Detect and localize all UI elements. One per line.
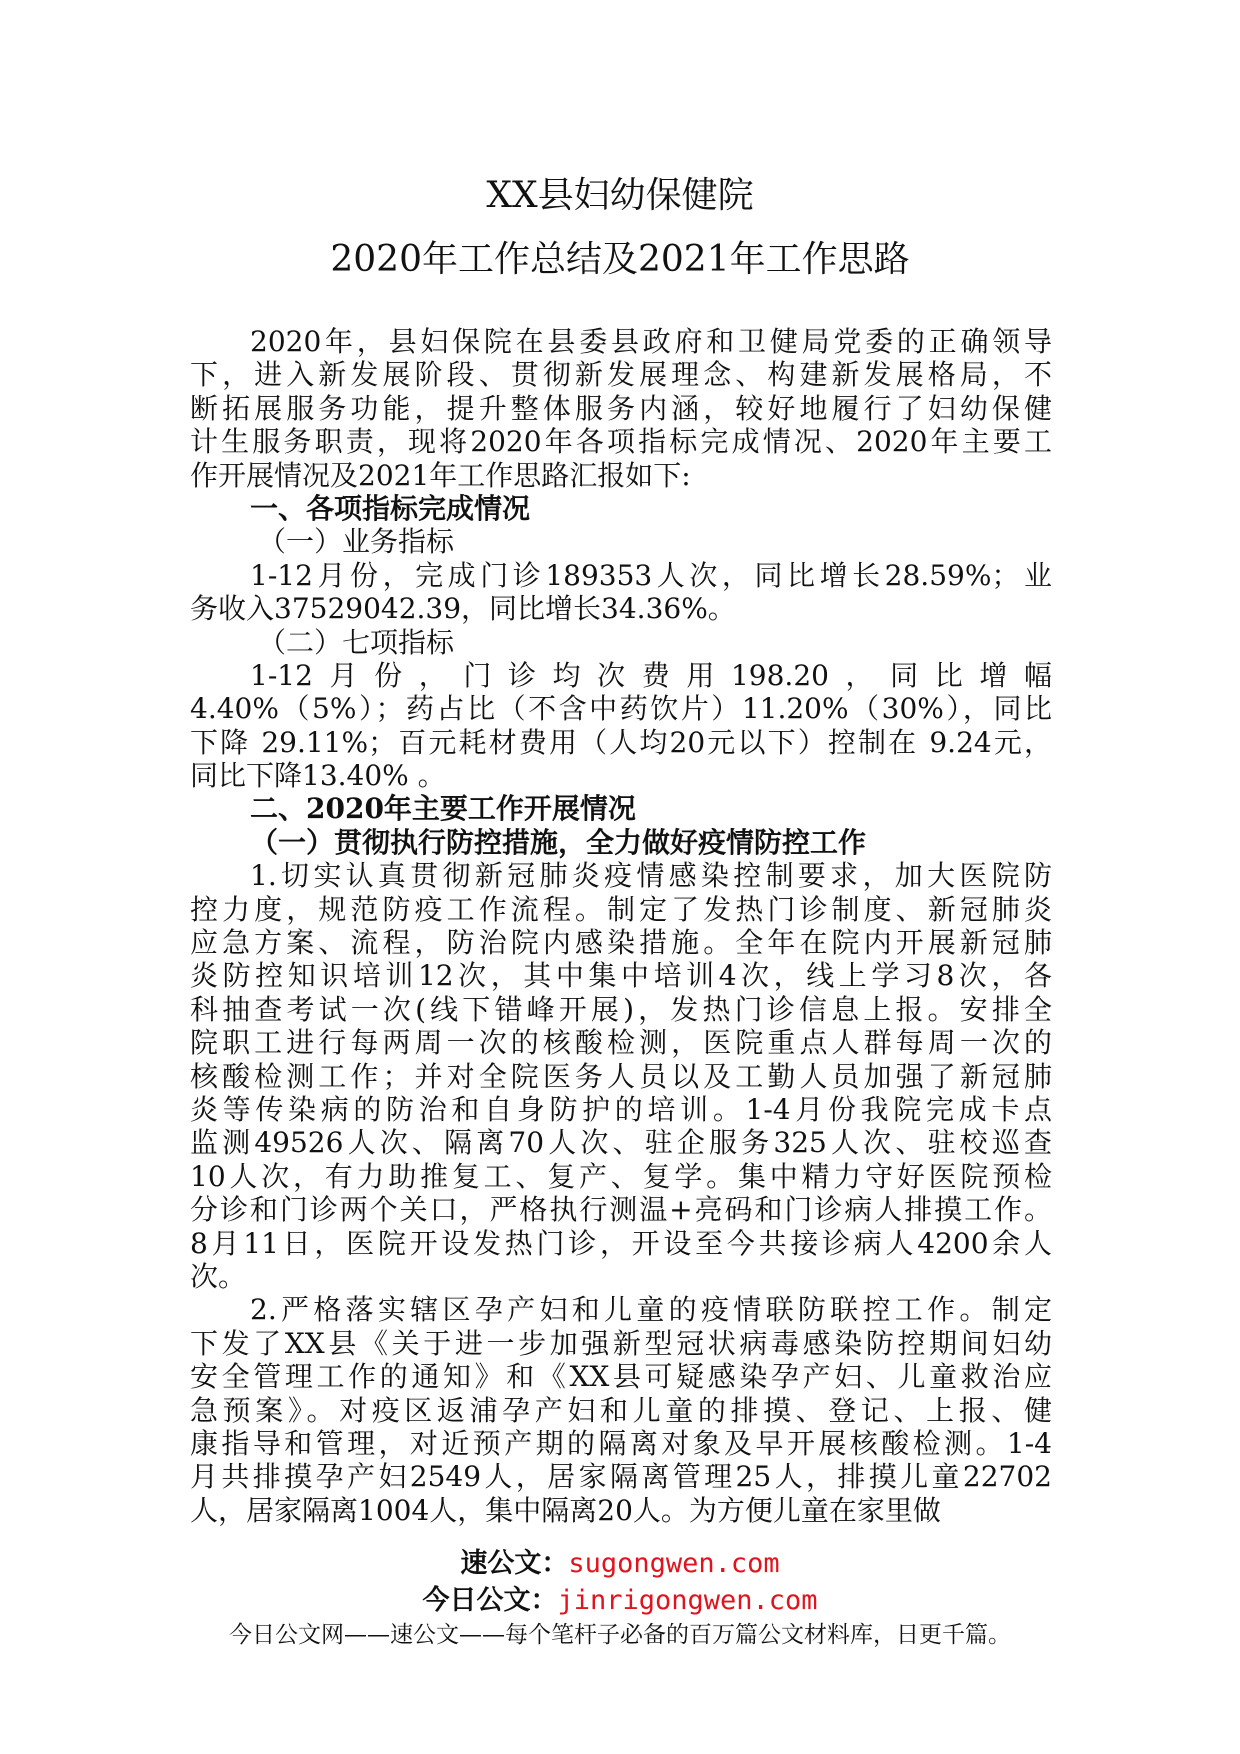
text-line: 2.严格落实辖区孕产妇和儿童的疫情联防联控工作。制定	[250, 1293, 1052, 1327]
text-line: 月共排摸孕产妇2549人，居家隔离管理25人，排摸儿童22702	[190, 1460, 1052, 1494]
text-line: （一）业务指标	[258, 525, 455, 559]
text-line: 计生服务职责，现将2020年各项指标完成情况、2020年主要工	[190, 425, 1052, 459]
text-line: 下发了XX县《关于进一步加强新型冠状病毒感染防控期间妇幼	[190, 1326, 1052, 1360]
text-line: 同比下降13.40% 。	[190, 759, 446, 793]
text-line: 10人次，有力助推复工、复产、复学。集中精力守好医院预检	[190, 1159, 1052, 1193]
text-line: 1-12月份，门诊均次费用198.20，同比增幅	[250, 658, 1052, 692]
footer-label: 今日公文：	[422, 1585, 558, 1616]
subsection-heading	[190, 525, 1052, 558]
footer-link-sugongwen[interactable]: sugongwen.com	[568, 1548, 780, 1579]
text-line: 1-12月份，完成门诊189353人次，同比增长28.59%；业	[250, 558, 1052, 592]
text-line: 1.切实认真贯彻新冠肺炎疫情感染控制要求，加大医院防	[250, 859, 1052, 893]
footer-sugongwen	[0, 1541, 1240, 1580]
text-line: 务收入37529042.39，同比增长34.36%。	[190, 592, 736, 626]
section-heading	[190, 826, 1052, 859]
text-line: 监测49526人次、隔离70人次、驻企服务325人次、驻校巡查	[190, 1126, 1052, 1160]
paragraph	[190, 859, 1052, 1293]
text-line: 作开展情况及2021年工作思路汇报如下:	[190, 458, 691, 492]
text-line: 院职工进行每两周一次的核酸检测，医院重点人群每周一次的	[190, 1026, 1052, 1060]
text-line: 一、各项指标完成情况	[250, 491, 531, 525]
footer-link-jinrigongwen[interactable]: jinrigongwen.com	[557, 1585, 818, 1616]
subsection-heading	[190, 626, 1052, 659]
footer-label: 速公文：	[460, 1548, 569, 1579]
document-subtitle: 2020年工作总结及2021年工作思路	[330, 239, 910, 280]
text-line: 应急方案、流程，防治院内感染措施。全年在院内开展新冠肺	[190, 926, 1052, 960]
text-line: 安全管理工作的通知》和《XX县可疑感染孕产妇、儿童救治应	[190, 1360, 1052, 1394]
text-line: 急预案》。对疫区返浦孕产妇和儿童的排摸、登记、上报、健	[190, 1393, 1052, 1427]
text-line: 2020年，县妇保院在县委县政府和卫健局党委的正确领导	[250, 325, 1052, 358]
text-line: 康指导和管理，对近预产期的隔离对象及早开展核酸检测。1-4	[190, 1426, 1052, 1460]
text-line: （二）七项指标	[258, 625, 455, 659]
text-line: 分诊和门诊两个关口，严格执行测温+亮码和门诊病人排摸工作。	[190, 1193, 1052, 1227]
paragraph	[190, 559, 1052, 626]
text-line: （一）贯彻执行防控措施，全力做好疫情防控工作	[250, 825, 867, 859]
text-line: 人，居家隔离1004人，集中隔离20人。为方便儿童在家里做	[190, 1493, 941, 1527]
text-line: 炎等传染病的防治和自身防护的培训。1-4月份我院完成卡点	[190, 1092, 1052, 1126]
text-line: 下，进入新发展阶段、贯彻新发展理念、构建新发展格局，不	[190, 358, 1052, 392]
text-line: 控力度，规范防疫工作流程。制定了发热门诊制度、新冠肺炎	[190, 892, 1052, 926]
paragraph	[190, 325, 1052, 492]
text-line: 下降 29.11%；百元耗材费用（人均20元以下）控制在 9.24元，	[190, 725, 1052, 759]
paragraph	[190, 1293, 1052, 1527]
footer-slogan: 今日公文网——速公文——每个笔杆子必备的百万篇公文材料库，日更千篇。	[229, 1622, 1011, 1648]
text-line: 科抽查考试一次(线下错峰开展)，发热门诊信息上报。安排全	[190, 992, 1052, 1026]
text-line: 炎防控知识培训12次，其中集中培训4次，线上学习8次，各	[190, 959, 1052, 993]
paragraph	[190, 659, 1052, 793]
text-line: 断拓展服务功能，提升整体服务内涵，较好地履行了妇幼保健	[190, 391, 1052, 425]
text-line: 核酸检测工作；并对全院医务人员以及工勤人员加强了新冠肺	[190, 1059, 1052, 1093]
section-heading	[190, 492, 1052, 525]
text-line: 4.40%（5%）；药占比（不含中药饮片）11.20%（30%），同比	[190, 692, 1052, 726]
text-line: 次。	[190, 1259, 247, 1293]
text-line: 8月11日，医院开设发热门诊，开设至今共接诊病人4200余人	[190, 1226, 1052, 1260]
section-heading	[190, 792, 1052, 825]
footer-jinrigongwen	[0, 1578, 1240, 1617]
text-line: 二、2020年主要工作开展情况	[250, 792, 636, 826]
document-body	[190, 325, 1052, 1527]
document-title: XX县妇幼保健院	[486, 175, 754, 216]
